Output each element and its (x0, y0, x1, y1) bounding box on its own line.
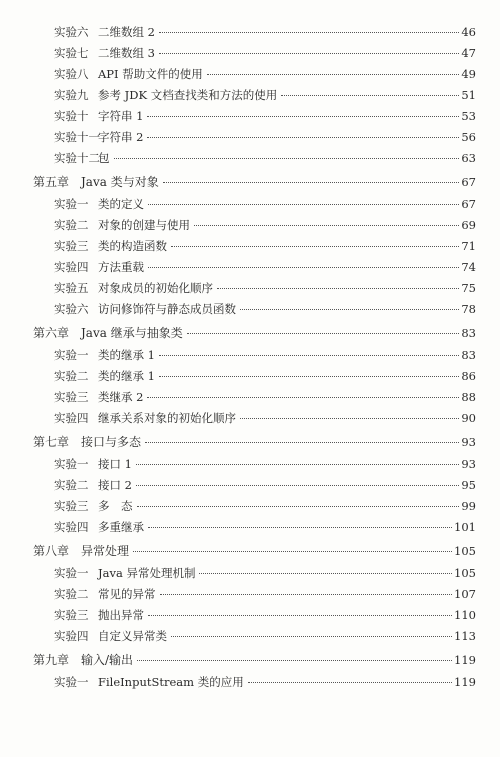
entry-title: 二维数组 2 (98, 25, 155, 39)
dot-leader (148, 527, 452, 528)
entry-title: 多 态 (98, 499, 133, 513)
dot-leader (171, 636, 452, 637)
toc-entry (54, 259, 476, 275)
chapter-title: Java 类与对象 (81, 175, 159, 189)
toc-entry (54, 129, 476, 145)
toc-entry (54, 301, 476, 317)
toc-entry (54, 674, 476, 690)
entry-number: 实验一 (54, 675, 89, 689)
entry-page-number: 93 (461, 457, 476, 471)
entry-number: 实验四 (54, 520, 89, 534)
dot-leader (240, 309, 459, 310)
entry-page-number: 49 (461, 67, 476, 81)
entry-title: FileInputStream 类的应用 (98, 675, 244, 689)
entry-number: 实验八 (54, 67, 89, 81)
dot-leader (148, 267, 459, 268)
entry-page-number: 113 (454, 629, 476, 643)
dot-leader (199, 573, 452, 574)
entry-number: 实验九 (54, 88, 89, 102)
toc-entry (54, 410, 476, 426)
entry-title: 多重继承 (98, 520, 144, 534)
toc-entry (54, 498, 476, 514)
entry-title: 对象的创建与使用 (98, 218, 190, 232)
toc-entry (54, 565, 476, 581)
entry-number: 实验十一 (54, 130, 100, 144)
entry-page-number: 47 (461, 46, 476, 60)
entry-page-number: 99 (461, 499, 476, 513)
entry-number: 实验一 (54, 197, 89, 211)
dot-leader (240, 418, 459, 419)
toc-chapter (33, 652, 476, 668)
entry-title: 方法重载 (98, 260, 144, 274)
dot-leader (114, 158, 460, 159)
dot-leader (171, 246, 459, 247)
entry-number: 实验六 (54, 302, 89, 316)
toc-entry (54, 519, 476, 535)
dot-leader (148, 615, 452, 616)
entry-page-number: 95 (461, 478, 476, 492)
entry-number: 实验六 (54, 25, 89, 39)
chapter-page-number: 119 (454, 653, 476, 667)
entry-title: 类继承 2 (98, 390, 144, 404)
entry-number: 实验一 (54, 566, 89, 580)
entry-number: 实验四 (54, 411, 89, 425)
entry-title: 常见的异常 (98, 587, 156, 601)
entry-page-number: 51 (461, 88, 476, 102)
chapter-number: 第八章 (33, 544, 70, 558)
entry-page-number: 46 (461, 25, 476, 39)
dot-leader (147, 116, 459, 117)
entry-number: 实验二 (54, 369, 89, 383)
dot-leader (136, 464, 459, 465)
entry-number: 实验五 (54, 281, 89, 295)
toc-entry (54, 24, 476, 40)
dot-leader (248, 682, 452, 683)
chapter-page-number: 67 (461, 175, 476, 189)
toc-entry (54, 87, 476, 103)
dot-leader (147, 397, 459, 398)
toc-entry (54, 607, 476, 623)
entry-number: 实验二 (54, 478, 89, 492)
dot-leader (207, 74, 460, 75)
entry-number: 实验三 (54, 239, 89, 253)
toc-entry (54, 586, 476, 602)
chapter-title: 输入/输出 (81, 653, 134, 667)
dot-leader (136, 485, 459, 486)
toc-entry (54, 477, 476, 493)
chapter-number: 第九章 (33, 653, 70, 667)
entry-title: 接口 2 (98, 478, 132, 492)
entry-page-number: 75 (461, 281, 476, 295)
toc-entry (54, 368, 476, 384)
entry-page-number: 53 (461, 109, 476, 123)
entry-page-number: 101 (454, 520, 476, 534)
dot-leader (145, 442, 459, 443)
toc-chapter (33, 174, 476, 190)
toc-chapter (33, 543, 476, 559)
dot-leader (194, 225, 459, 226)
dot-leader (137, 506, 460, 507)
entry-title: 类的定义 (98, 197, 144, 211)
toc-entry (54, 456, 476, 472)
entry-page-number: 90 (461, 411, 476, 425)
dot-leader (159, 376, 459, 377)
entry-number: 实验三 (54, 390, 89, 404)
entry-page-number: 83 (461, 348, 476, 362)
chapter-title: 异常处理 (81, 544, 130, 558)
entry-page-number: 107 (454, 587, 476, 601)
chapter-number: 第五章 (33, 175, 70, 189)
dot-leader (217, 288, 459, 289)
entry-title: 抛出异常 (98, 608, 144, 622)
chapter-number: 第七章 (33, 435, 70, 449)
toc-entry (54, 196, 476, 212)
dot-leader (159, 32, 459, 33)
dot-leader (187, 333, 460, 334)
entry-number: 实验三 (54, 608, 89, 622)
dot-leader (281, 95, 459, 96)
entry-title: 访问修饰符与静态成员函数 (98, 302, 236, 316)
toc-entry (54, 66, 476, 82)
entry-page-number: 88 (461, 390, 476, 404)
chapter-page-number: 105 (454, 544, 476, 558)
entry-title: 对象成员的初始化顺序 (98, 281, 213, 295)
entry-number: 实验十二 (54, 151, 100, 165)
toc-entry (54, 238, 476, 254)
entry-title: 包 (98, 151, 110, 165)
entry-page-number: 67 (461, 197, 476, 211)
entry-number: 实验十 (54, 109, 89, 123)
entry-number: 实验三 (54, 499, 89, 513)
entry-title: 类的继承 1 (98, 348, 155, 362)
toc-entry (54, 347, 476, 363)
entry-page-number: 63 (461, 151, 476, 165)
entry-page-number: 110 (454, 608, 476, 622)
entry-number: 实验二 (54, 587, 89, 601)
dot-leader (137, 660, 452, 661)
entry-title: 字符串 2 (98, 130, 144, 144)
dot-leader (160, 594, 453, 595)
toc-entry (54, 280, 476, 296)
toc-entry (54, 628, 476, 644)
entry-title: 接口 1 (98, 457, 132, 471)
chapter-title: Java 继承与抽象类 (81, 326, 183, 340)
entry-page-number: 78 (461, 302, 476, 316)
entry-number: 实验一 (54, 348, 89, 362)
toc-entry (54, 150, 476, 166)
chapter-title: 接口与多态 (81, 435, 142, 449)
toc-entry (54, 217, 476, 233)
dot-leader (147, 137, 459, 138)
chapter-page-number: 83 (461, 326, 476, 340)
entry-number: 实验一 (54, 457, 89, 471)
chapter-page-number: 93 (461, 435, 476, 449)
dot-leader (148, 204, 459, 205)
entry-page-number: 74 (461, 260, 476, 274)
entry-number: 实验四 (54, 260, 89, 274)
entry-page-number: 69 (461, 218, 476, 232)
entry-title: Java 异常处理机制 (98, 566, 196, 580)
entry-page-number: 56 (461, 130, 476, 144)
entry-title: 类的构造函数 (98, 239, 167, 253)
entry-title: 字符串 1 (98, 109, 144, 123)
entry-page-number: 119 (454, 675, 476, 689)
entry-title: 二维数组 3 (98, 46, 155, 60)
toc-entry (54, 45, 476, 61)
entry-title: 类的继承 1 (98, 369, 155, 383)
entry-title: 自定义异常类 (98, 629, 167, 643)
chapter-number: 第六章 (33, 326, 70, 340)
entry-title: 参考 JDK 文档查找类和方法的使用 (98, 88, 278, 102)
toc-chapter (33, 434, 476, 450)
entry-page-number: 105 (454, 566, 476, 580)
toc-entry (54, 389, 476, 405)
dot-leader (159, 355, 459, 356)
toc-chapter (33, 325, 476, 341)
entry-number: 实验二 (54, 218, 89, 232)
entry-title: API 帮助文件的使用 (98, 67, 203, 81)
entry-page-number: 86 (461, 369, 476, 383)
entry-number: 实验四 (54, 629, 89, 643)
dot-leader (163, 182, 460, 183)
entry-title: 继承关系对象的初始化顺序 (98, 411, 236, 425)
dot-leader (159, 53, 459, 54)
entry-number: 实验七 (54, 46, 89, 60)
toc-entry (54, 108, 476, 124)
dot-leader (133, 551, 452, 552)
entry-page-number: 71 (461, 239, 476, 253)
